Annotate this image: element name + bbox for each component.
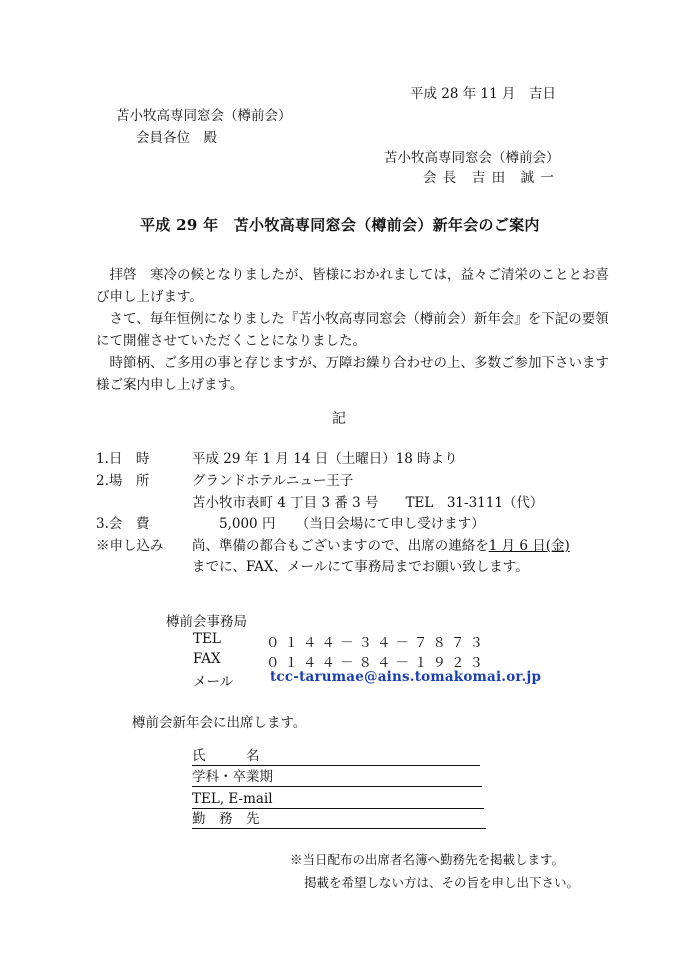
apply-text — [192, 534, 570, 554]
fee-label: 3.会 費 — [96, 516, 150, 532]
issue-date: 平成 28 年 11 月 吉日 — [410, 86, 557, 102]
office-email[interactable]: tcc-tarumae@ains.tomakomai.or.jp — [270, 669, 542, 685]
office-tel-label: TEL — [193, 631, 221, 647]
office-tel-value: ０１４４－３４－７８７３ — [266, 635, 488, 651]
office-fax-value: ０１４４－８４－１９２３ — [266, 655, 488, 671]
place-name: グランドホテルニュー王子 — [192, 473, 354, 489]
workplace-field-label: 勤 務 先 — [192, 811, 260, 827]
department-field[interactable] — [192, 768, 482, 787]
datetime-label: 1.日 時 — [96, 451, 150, 467]
recipient-organization: 苫小牧高専同窓会（樽前会） — [116, 108, 292, 124]
body-paragraph-greeting: 拝啓 寒冷の候となりましたが、皆様におかれましては，益々ご清栄のこととお喜び申し上げます。 — [96, 267, 609, 305]
sender-organization: 苫小牧高専同窓会（樽前会） — [384, 150, 560, 166]
body-paragraph-invitation: 時節柄、ご多用の事と存じますが、万障お繰り合わせの上、多数ご参加下さいます様ご案内申し上げます。 — [96, 355, 609, 393]
ki-heading: 記 — [332, 411, 346, 427]
contact-field-label: TEL, E-mail — [192, 791, 273, 807]
document-title: 平成 29 年 苫小牧高専同窓会（樽前会）新年会のご案内 — [140, 216, 540, 234]
place-address: 苫小牧市表町 4 丁目 3 番 3 号 TEL 31-3111（代） — [192, 495, 544, 511]
apply-label: ※申し込み — [96, 538, 164, 554]
fee-value: 5,000 円 （当日会場にて申し受けます） — [192, 516, 485, 532]
attendance-statement: 樽前会新年会に出席します。 — [132, 715, 307, 731]
name-field[interactable] — [192, 747, 480, 766]
office-fax-label: FAX — [193, 651, 221, 667]
apply-text-1: 尚、準備の都合もございますので、出席の連絡を — [192, 538, 489, 554]
department-field-label: 学科・卒業期 — [192, 769, 273, 785]
body-paragraph-announcement: さて、毎年恒例になりました『苫小牧高専同窓会（樽前会）新年会』を下記の要領にて開催させていただくことになりました。 — [96, 311, 609, 349]
name-field-label: 氏 名 — [192, 748, 260, 764]
datetime-value: 平成 29 年 1 月 14 日（土曜日）18 時より — [192, 451, 458, 467]
apply-deadline: 1 月 6 日(金) — [488, 538, 570, 554]
apply-text-2: までに、FAX、メールにて事務局までお願い致します。 — [192, 559, 529, 575]
note-roster: ※当日配布の出席者名簿へ勤務先を掲載します。 — [290, 852, 565, 867]
note-optout: 掲載を希望しない方は、その旨を申し出下さい。 — [304, 875, 580, 890]
office-title: 樽前会事務局 — [166, 614, 247, 630]
office-mail-label: メール — [193, 674, 234, 690]
sender-chair: 会 長 吉 田 誠 一 — [423, 170, 555, 186]
recipient-members: 会員各位 殿 — [136, 130, 217, 146]
workplace-field[interactable] — [192, 810, 486, 829]
place-label: 2.場 所 — [96, 473, 150, 489]
